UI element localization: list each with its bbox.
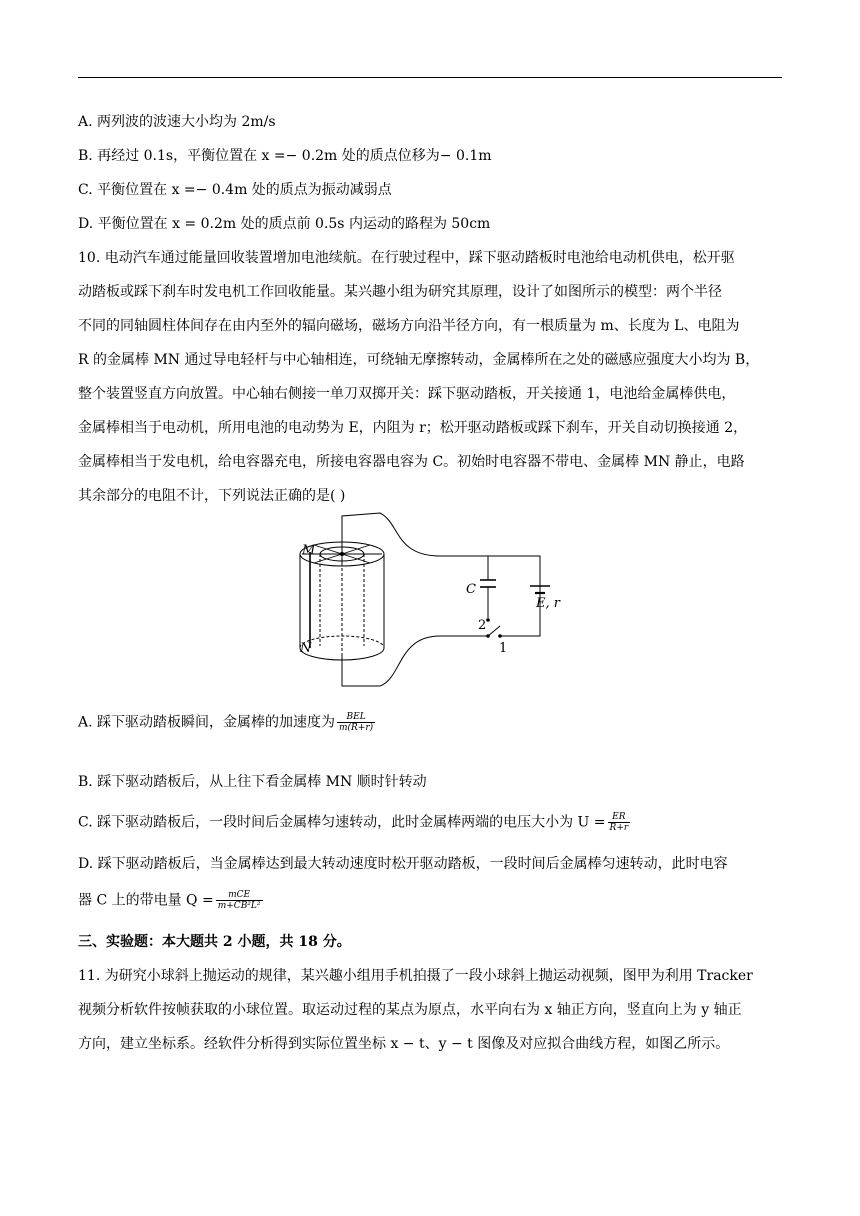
- label-n: N: [300, 641, 312, 656]
- q10-option-b: B. 踩下驱动踏板后，从上往下看金属棒 MN 顺时针转动: [78, 774, 427, 790]
- q11-stem-line: 方向，建立坐标系。经软件分析得到实际位置坐标 x − t、y − t 图像及对应拟合曲线方程，如图乙所示。: [78, 1036, 730, 1052]
- fraction: $\frac{\text{BEL}}{m(R+r)}$: [339, 712, 374, 733]
- q9-option-b: B. 再经过 0.1s，平衡位置在 x =− 0.2m 处的质点位移为− 0.1m: [78, 148, 492, 164]
- q10-stem-line: R 的金属棒 MN 通过导电轻杆与中心轴相连，可绕轴无摩擦转动，金属棒所在之处的磁感应强度大小均为 B，: [78, 352, 760, 368]
- q10-stem-line: 10. 电动汽车通过能量回收装置增加电池续航。在行驶过程中，踩下驱动踏板时电池给电动机供电，松开驱: [78, 250, 735, 266]
- q9-option-c: C. 平衡位置在 x =− 0.4m 处的质点为振动减弱点: [78, 182, 392, 198]
- q10-stem-line: 不同的同轴圆柱体间存在由内至外的辐向磁场，磁场方向沿半径方向，有一根质量为 m、长度为 L、电阻为: [78, 318, 740, 334]
- q9-option-a: A. 两列波的波速大小均为 2m/s: [78, 114, 276, 130]
- q10-option-d-line2: 器 C 上的带电量 Q = $\frac{\text{mCE}}{\text{m+CB²L²}}$: [78, 890, 261, 911]
- q11-stem-line: 11. 为研究小球斜上抛运动的规律，某兴趣小组用手机拍摄了一段小球斜上抛运动视频，图甲为利用 Tracker: [78, 968, 753, 984]
- label-c: C: [466, 582, 476, 597]
- section-heading: 三、实验题：本大题共 2 小题，共 18 分。: [78, 934, 351, 950]
- fraction: $\frac{ER}{R+r}$: [609, 812, 629, 833]
- q10-option-a: A. 踩下驱动踏板瞬间，金属棒的加速度为 $\frac{\text{BEL}}{m(R+r)}$: [78, 712, 374, 733]
- q10-stem-line: 动踏板或踩下刹车时发电机工作回收能量。某兴趣小组为研究其原理，设计了如图所示的模型：两个半径: [78, 284, 722, 300]
- label-m: M: [302, 543, 316, 558]
- q10-stem-line: 金属棒相当于电动机，所用电池的电动势为 E，内阻为 r；松开驱动踏板或踩下刹车，开关自动切换接通 2，: [78, 420, 748, 436]
- fraction: $\frac{\text{mCE}}{\text{m+CB²L²}}$: [217, 890, 261, 911]
- q10-stem-line: 整个装置竖直方向放置。中心轴右侧接一单刀双掷开关：踩下驱动踏板，开关接通 1，电池给金属棒供电，: [78, 386, 736, 402]
- q10-circuit-diagram: [290, 508, 560, 693]
- q10-stem-line: 其余部分的电阻不计，下列说法正确的是( ): [78, 488, 346, 504]
- header-rule: [78, 77, 782, 78]
- label-switch-2: 2: [478, 618, 487, 633]
- q11-stem-line: 视频分析软件按帧获取的小球位置。取运动过程的某点为原点，水平向右为 x 轴正方向，竖直向上为 y 轴正: [78, 1002, 742, 1018]
- label-switch-1: 1: [499, 641, 508, 656]
- q10-stem-line: 金属棒相当于发电机，给电容器充电，所接电容器电容为 C。初始时电容器不带电、金属棒 MN 静止，电路: [78, 454, 745, 470]
- label-er: E, r: [536, 596, 560, 611]
- q10-option-d-line1: D. 踩下驱动踏板后，当金属棒达到最大转动速度时松开驱动踏板，一段时间后金属棒匀速转动，此时电容: [78, 856, 728, 872]
- q10-option-c: C. 踩下驱动踏板后，一段时间后金属棒匀速转动，此时金属棒两端的电压大小为 U = $\frac{ER}{R+r}$: [78, 812, 629, 833]
- q9-option-d: D. 平衡位置在 x = 0.2m 处的质点前 0.5s 内运动的路程为 50cm: [78, 216, 491, 232]
